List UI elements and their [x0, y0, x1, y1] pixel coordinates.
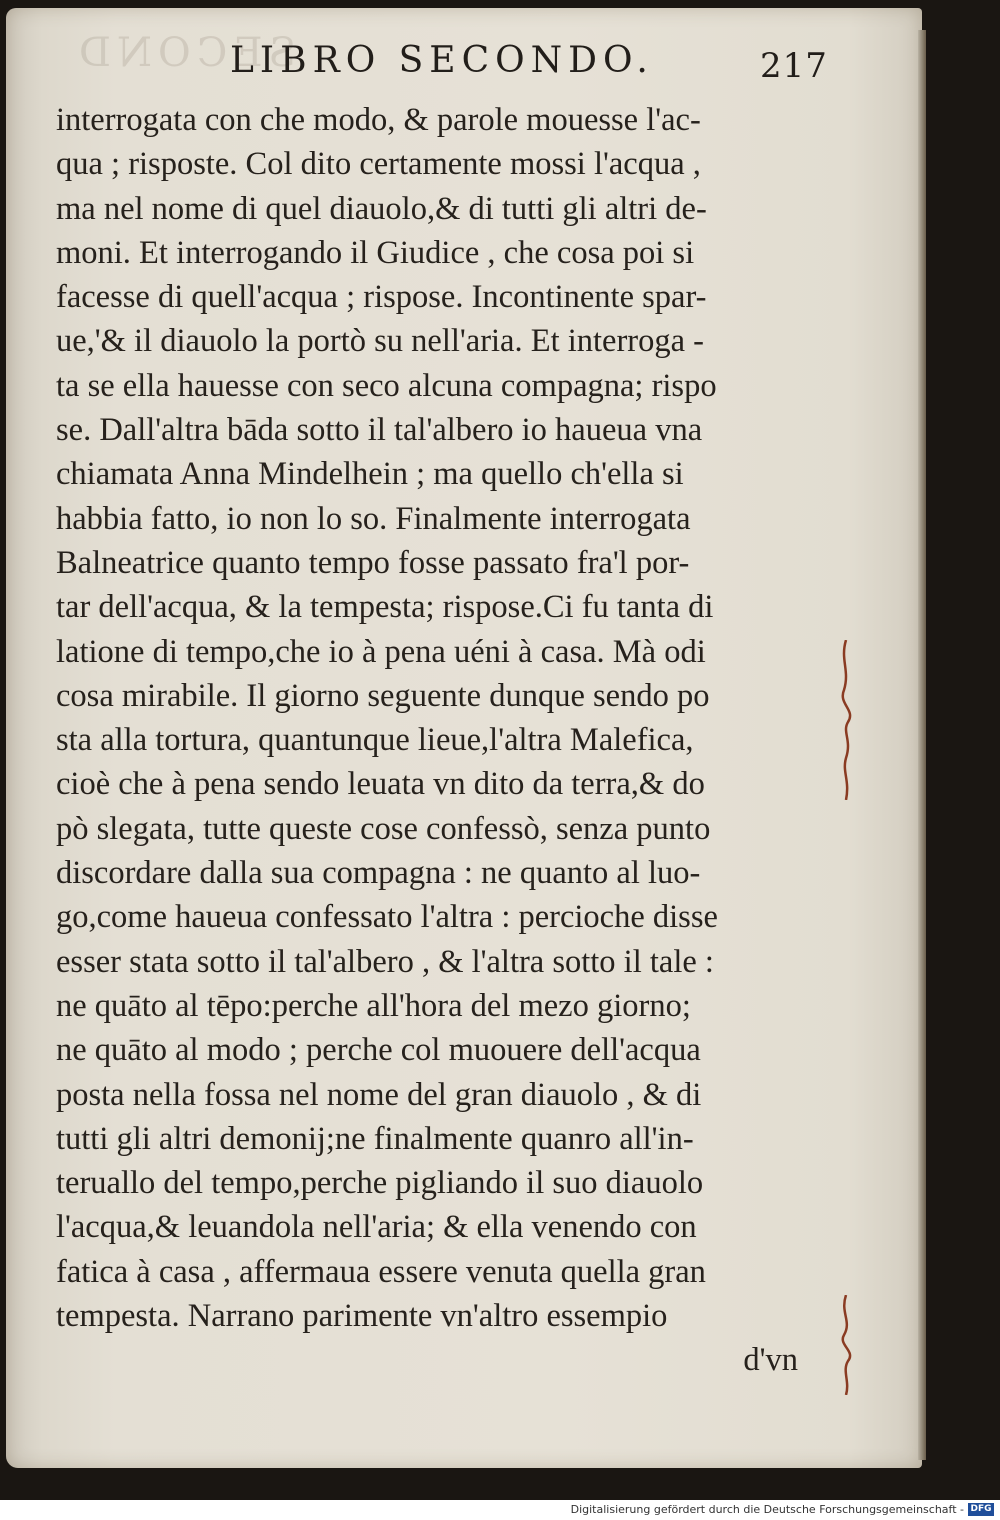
text-line: moni. Et interrogando il Giudice , che cosa poi si [56, 234, 695, 271]
text-line: tutti gli altri demonij;ne finalmente quanro all'in- [56, 1120, 694, 1157]
text-line: go,come haueua confessato l'altra : percioche disse [56, 899, 718, 936]
text-line: ta se ella hauesse con seco alcuna compagna; rispo [56, 367, 717, 404]
text-line: Balneatrice quanto tempo fosse passato fra'l por- [56, 544, 690, 581]
text-line: ue,'& il diauolo la portò su nell'aria. Et interroga - [56, 323, 704, 360]
catchword: d'vn [743, 1342, 798, 1379]
footer-bar [0, 1500, 1000, 1520]
text-line: cosa mirabile. Il giorno seguente dunque sendo po [56, 677, 710, 714]
text-line: interrogata con che modo, & parole mouesse l'ac- [56, 102, 701, 138]
page-header [230, 40, 830, 96]
funding-credit: Digitalisierung gefördert durch die Deutsche Forschungsgemeinschaft - [570, 1503, 964, 1516]
text-line: tempesta. Narrano parimente vn'altro essempio [56, 1298, 668, 1335]
text-line: tar dell'acqua, & la tempesta; rispose.Ci fu tanta di [56, 589, 714, 626]
text-line: ne quāto al modo ; perche col muouere dell'acqua [56, 1032, 701, 1069]
dfg-logo: DFG [968, 1503, 994, 1516]
text-line: sta alla tortura, quantunque lieue,l'altra Malefica, [56, 722, 694, 759]
text-line: ma nel nome di quel diauolo,& di tutti gli altri de- [56, 190, 707, 227]
text-line: chiamata Anna Mindelhein ; ma quello ch'ella si [56, 456, 684, 493]
text-line: ne quāto al tēpo:perche all'hora del mezo giorno; [56, 987, 691, 1024]
text-line: latione di tempo,che io à pena uéni à casa. Mà odi [56, 633, 706, 670]
text-line: posta nella fossa nel nome del gran diauolo , & di [56, 1076, 702, 1113]
text-line: se. Dall'altra bāda sotto il tal'albero io haueua vna [56, 412, 703, 449]
body-text [56, 98, 828, 1383]
text-line: facesse di quell'acqua ; rispose. Incontinente spar- [56, 279, 707, 316]
text-line: l'acqua,& leuandola nell'aria; & ella venendo con [56, 1209, 697, 1246]
page-number: 217 [760, 46, 828, 86]
running-head: LIBRO SECONDO. [230, 40, 654, 81]
text-line: cioè che à pena sendo leuata vn dito da terra,& do [56, 766, 705, 803]
text-line: discordare dalla sua compagna : ne quanto al luo- [56, 855, 701, 892]
text-line: teruallo del tempo,perche pigliando il suo diauolo [56, 1165, 704, 1202]
page-edge [918, 30, 926, 1460]
show-through-text: SECOND [72, 30, 296, 76]
text-line: pò slegata, tutte queste cose confessò, senza punto [56, 810, 711, 847]
text-line: habbia fatto, io non lo so. Finalmente interrogata [56, 500, 691, 537]
margin-bracket-annotation [836, 1295, 866, 1395]
margin-bracket-annotation [836, 640, 866, 800]
text-line: esser stata sotto il tal'albero , & l'altra sotto il tale : [56, 943, 714, 980]
text-line: qua ; risposte. Col dito certamente mossi l'acqua , [56, 146, 701, 183]
text-line: fatica à casa , affermaua essere venuta quella gran [56, 1253, 706, 1290]
